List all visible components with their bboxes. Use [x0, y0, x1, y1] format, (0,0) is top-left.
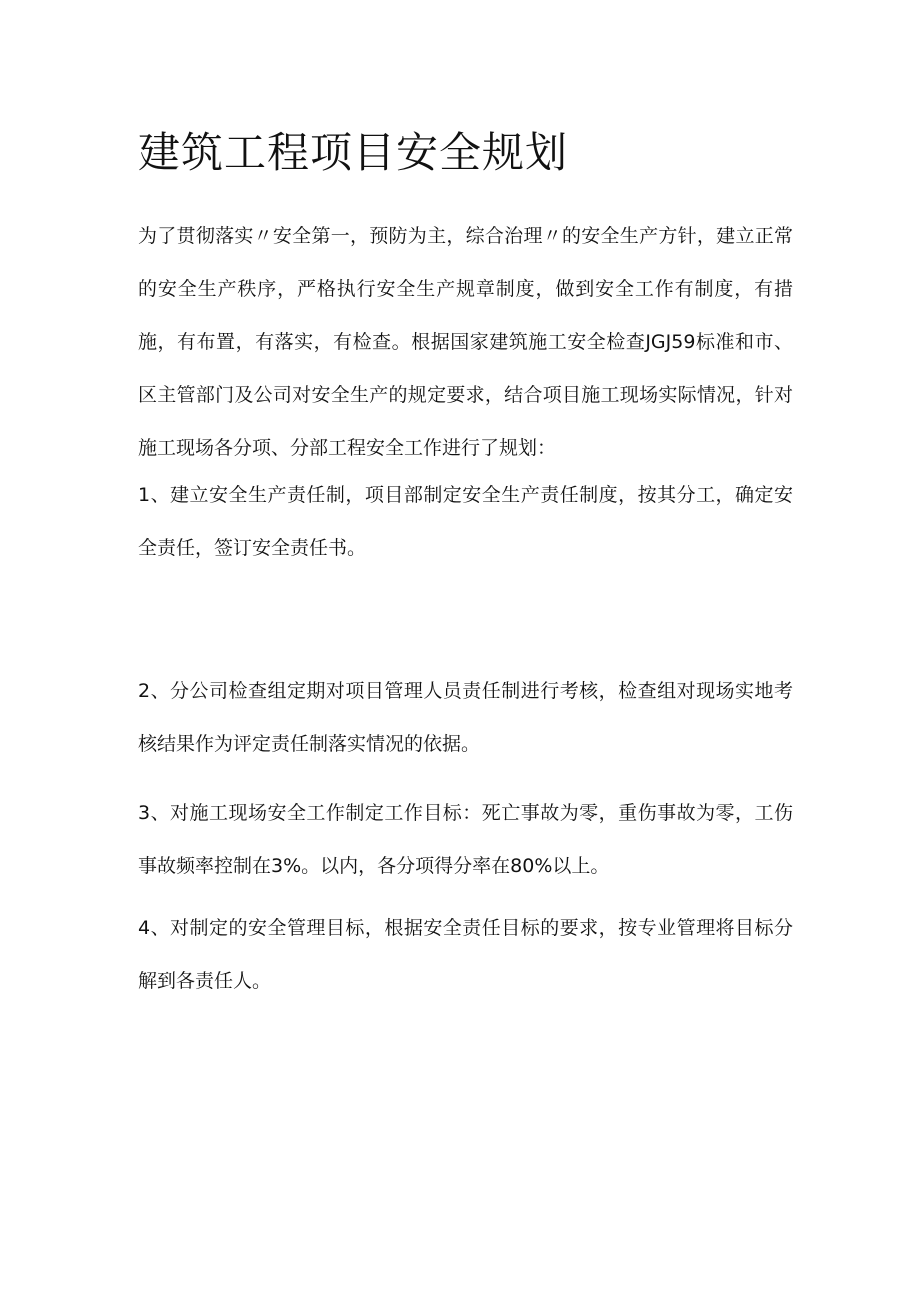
list-item-3: 3、对施工现场安全工作制定工作目标：死亡事故为零，重伤事故为零，工伤事故频率控制在3%。以内，各分项得分率在80%以上。 — [138, 802, 793, 877]
intro-paragraph: 为了贯彻落实〃安全第一，预防为主，综合治理〃的安全生产方针，建立正常的安全生产秩序，严格执行安全生产规章制度，做到安全工作有制度，有措施，有布置，有落实，有检查。根据国家建筑施工安全检查JGJ59标准和市、区主管部门及公司对安全生产的规定要求，结合项目施工现场实际情况，针对施工现场各分项、分部工程安全工作进行了规划： — [138, 225, 793, 459]
list-item-4: 4、对制定的安全管理目标，根据安全责任目标的要求，按专业管理将目标分解到各责任人。 — [138, 917, 793, 992]
list-item-1: 1、建立安全生产责任制，项目部制定安全生产责任制度，按其分工，确定安全责任，签订安全责任书。 — [138, 484, 793, 559]
list-item-2: 2、分公司检查组定期对项目管理人员责任制进行考核，检查组对现场实地考核结果作为评定责任制落实情况的依据。 — [138, 680, 793, 755]
document-title: 建筑工程项目安全规划 — [138, 128, 569, 177]
